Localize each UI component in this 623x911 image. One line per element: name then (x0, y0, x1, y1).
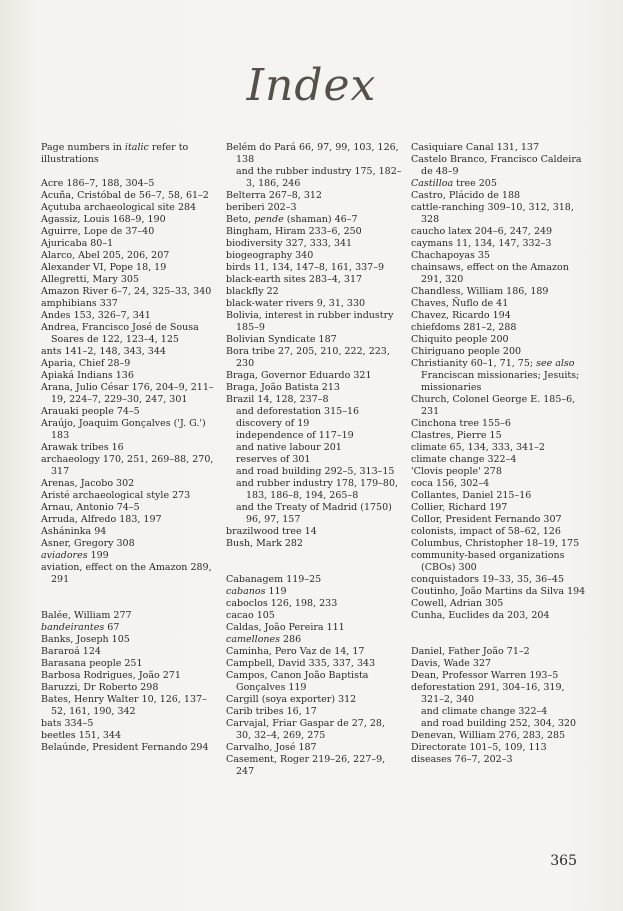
entry-text: diseases 76–7, 202–3 (411, 754, 513, 765)
index-entry (226, 238, 402, 250)
index-entry (226, 310, 402, 334)
index-entry (411, 454, 587, 466)
entry-text: climate change 322–4 (411, 454, 517, 465)
index-entry (41, 658, 217, 670)
entry-text: chiefdoms 281–2, 288 (411, 322, 517, 333)
index-entry (226, 190, 402, 202)
entry-text: Clastres, Pierre 15 (411, 430, 502, 441)
index-entry (411, 538, 587, 550)
entry-gap (41, 586, 217, 610)
index-entry (41, 730, 217, 742)
index-entry (41, 502, 217, 514)
index-entry (411, 322, 587, 334)
index-entry (41, 382, 217, 406)
entry-text: birds 11, 134, 147–8, 161, 337–9 (226, 262, 385, 273)
entry-text: Braga, João Batista 213 (226, 382, 340, 393)
entry-text: climate 65, 134, 333, 341–2 (411, 442, 545, 453)
entry-text-after: Franciscan missionaries; Jesuits; missionaries (421, 370, 580, 393)
index-entry (41, 190, 217, 202)
index-entry (226, 694, 402, 706)
entry-text: Banks, Joseph 105 (41, 634, 130, 645)
entry-text: Carvalho, José 187 (226, 742, 317, 753)
index-entry (41, 694, 217, 718)
index-entry (411, 742, 587, 754)
entry-text: beriberi 202–3 (226, 202, 297, 213)
entry-text: Arauaki people 74–5 (41, 406, 140, 417)
entry-text: and the rubber industry 175, 182–3, 186, 246 (236, 166, 402, 189)
entry-text: discovery of 19 (236, 418, 310, 429)
entry-gap (411, 622, 587, 646)
index-entry (411, 598, 587, 610)
entry-text: Page numbers in (41, 142, 125, 153)
entry-text: Belterra 267–8, 312 (226, 190, 322, 201)
entry-text: Açutuba archaeological site 284 (41, 202, 197, 213)
entry-text: beetles 151, 344 (41, 730, 122, 741)
index-entry (411, 394, 587, 418)
index-entry (226, 274, 402, 286)
entry-text: Chachapoyas 35 (411, 250, 490, 261)
index-entry (411, 430, 587, 442)
entry-text-after: refer to illustrations (41, 142, 189, 165)
entry-text: Alexander VI, Pope 18, 19 (41, 262, 167, 273)
entry-text: and climate change 322–4 (421, 706, 548, 717)
entry-text: and road building 292–5, 313–15 (236, 466, 395, 477)
entry-text: Chandless, William 186, 189 (411, 286, 549, 297)
entry-italic-text: Castilloa (411, 178, 454, 189)
index-entry (226, 202, 402, 214)
entry-text: colonists, impact of 58–62, 126 (411, 526, 561, 537)
entry-text: Directorate 101–5, 109, 113 (411, 742, 547, 753)
index-entry (411, 190, 587, 202)
index-subentry (226, 418, 402, 430)
entry-text: Cinchona tree 155–6 (411, 418, 511, 429)
entry-gap (41, 166, 217, 178)
entry-text: reserves of 301 (236, 454, 311, 465)
entry-text: caboclos 126, 198, 233 (226, 598, 338, 609)
entry-text: amphibians 337 (41, 298, 118, 309)
entry-text: Balée, William 277 (41, 610, 132, 621)
index-subentry (226, 454, 402, 466)
entry-text: Cabanagem 119–25 (226, 574, 322, 585)
entry-text: and the Treaty of Madrid (1750) 96, 97, 157 (236, 502, 392, 525)
entry-italic-text: pende (254, 214, 284, 225)
entry-text: Collier, Richard 197 (411, 502, 508, 513)
index-subentry (226, 502, 402, 526)
index-entry (41, 370, 217, 382)
index-entry (411, 514, 587, 526)
entry-text: blackfly 22 (226, 286, 279, 297)
index-entry (41, 478, 217, 490)
entry-text: Aristé archaeological style 273 (41, 490, 191, 501)
entry-text: Columbus, Christopher 18–19, 175 (411, 538, 580, 549)
index-entry (411, 526, 587, 538)
index-subentry (226, 478, 402, 502)
index-entry (41, 214, 217, 226)
index-entry (226, 586, 402, 598)
entry-text: archaeology 170, 251, 269–88, 270, 317 (41, 454, 214, 477)
entry-text: Coutinho, João Martins da Silva 194 (411, 586, 586, 597)
entry-text-after: (shaman) 46–7 (283, 214, 358, 225)
entry-text: Beto, (226, 214, 255, 225)
entry-text-after: 67 (104, 622, 120, 633)
index-column-1 (41, 142, 217, 754)
entry-text: Bingham, Hiram 233–6, 250 (226, 226, 362, 237)
index-entry (41, 202, 217, 214)
index-entry (411, 202, 587, 226)
entry-text: Caldas, João Pereira 111 (226, 622, 345, 633)
entry-text: deforestation 291, 304–16, 319, 321–2, 340 (411, 682, 565, 705)
index-entry (226, 526, 402, 538)
entry-text: Chaves, Ñuflo de 41 (411, 298, 509, 309)
index-entry (41, 310, 217, 322)
index-entry (411, 490, 587, 502)
index-subentry (226, 430, 402, 442)
index-entry (41, 526, 217, 538)
index-entry (411, 586, 587, 598)
entry-text: coca 156, 302–4 (411, 478, 490, 489)
entry-text-after: 119 (265, 586, 287, 597)
index-column-3 (411, 142, 587, 766)
index-entry (226, 298, 402, 310)
index-entry (41, 454, 217, 478)
index-entry (41, 358, 217, 370)
index-entry (411, 730, 587, 742)
entry-text: Braga, Governor Eduardo 321 (226, 370, 372, 381)
index-entry (226, 538, 402, 550)
index-entry (411, 550, 587, 574)
index-entry (41, 742, 217, 754)
index-entry (41, 550, 217, 562)
index-entry (226, 370, 402, 382)
entry-text: Davis, Wade 327 (411, 658, 492, 669)
entry-text: Carvajal, Friar Gaspar de 27, 28, 30, 32–4, 269, 275 (226, 718, 385, 741)
page-number: 365 (550, 853, 577, 869)
index-column-2 (226, 142, 402, 778)
entry-text: Barasana people 251 (41, 658, 143, 669)
entry-text: aviation, effect on the Amazon 289, 291 (41, 562, 212, 585)
index-entry (41, 346, 217, 358)
entry-italic-text: bandeirantes (41, 622, 105, 633)
index-entry (411, 574, 587, 586)
index-entry (226, 610, 402, 622)
entry-text: Christianity 60–1, 71, 75; (411, 358, 537, 369)
entry-text: Chiriguano people 200 (411, 346, 522, 357)
entry-text: Daniel, Father João 71–2 (411, 646, 530, 657)
entry-text: Bora tribe 27, 205, 210, 222, 223, 230 (226, 346, 390, 369)
index-entry (226, 706, 402, 718)
entry-text: Arruda, Alfredo 183, 197 (41, 514, 162, 525)
entry-text: Araújo, Joaquim Gonçalves ('J. G.') 183 (41, 418, 206, 441)
entry-text: Acre 186–7, 188, 304–5 (41, 178, 155, 189)
entry-text: Ajuricaba 80–1 (41, 238, 114, 249)
entry-text: and deforestation 315–16 (236, 406, 360, 417)
index-entry (41, 178, 217, 190)
index-entry (226, 718, 402, 742)
index-entry (41, 682, 217, 694)
entry-text: Bush, Mark 282 (226, 538, 303, 549)
index-entry (226, 754, 402, 778)
entry-text: ants 141–2, 148, 343, 344 (41, 346, 166, 357)
entry-text: independence of 117–19 (236, 430, 354, 441)
entry-text: Bates, Henry Walter 10, 126, 137–52, 161, 190, 342 (41, 694, 207, 717)
entry-text-after: 286 (280, 634, 302, 645)
entry-text: Apiaká Indians 136 (41, 370, 134, 381)
entry-text: Brazil 14, 128, 237–8 (226, 394, 329, 405)
entry-text: bats 334–5 (41, 718, 94, 729)
index-entry (41, 634, 217, 646)
entry-text: Allegretti, Mary 305 (41, 274, 139, 285)
index-entry (411, 418, 587, 430)
index-entry (226, 226, 402, 238)
entry-text: Chavez, Ricardo 194 (411, 310, 511, 321)
entry-text: Caminha, Pero Vaz de 14, 17 (226, 646, 365, 657)
entry-text: biodiversity 327, 333, 341 (226, 238, 353, 249)
entry-text: Campbell, David 335, 337, 343 (226, 658, 376, 669)
entry-text: and rubber industry 178, 179–80, 183, 186–8, 194, 265–8 (236, 478, 399, 501)
entry-text-after: 199 (87, 550, 109, 561)
index-entry (226, 742, 402, 754)
index-entry (411, 466, 587, 478)
entry-text: community-based organizations (CBOs) 300 (411, 550, 565, 573)
index-entry (41, 490, 217, 502)
index-subentry (226, 442, 402, 454)
entry-text: Andes 153, 326–7, 341 (41, 310, 151, 321)
entry-italic-text: aviadores (41, 550, 88, 561)
index-entry (41, 238, 217, 250)
index-entry (41, 262, 217, 274)
entry-text: Arnau, Antonio 74–5 (41, 502, 140, 513)
entry-text: Barbosa Rodrigues, João 271 (41, 670, 181, 681)
entry-text: and road building 252, 304, 320 (421, 718, 577, 729)
index-entry (411, 226, 587, 238)
index-subentry (226, 466, 402, 478)
index-entry (411, 286, 587, 298)
index-entry (411, 682, 587, 706)
entry-text: cacao 105 (226, 610, 275, 621)
page-title: Index (246, 60, 377, 111)
index-entry (41, 538, 217, 550)
entry-text: and native labour 201 (236, 442, 342, 453)
index-entry (411, 442, 587, 454)
index-entry (411, 238, 587, 250)
index-entry (41, 406, 217, 418)
entry-text: Asháninka 94 (41, 526, 107, 537)
entry-text: Cunha, Euclides da 203, 204 (411, 610, 550, 621)
index-entry (41, 718, 217, 730)
entry-text: Baruzzi, Dr Roberto 298 (41, 682, 159, 693)
index-entry (41, 226, 217, 238)
entry-text: Belém do Pará 66, 97, 99, 103, 126, 138 (226, 142, 399, 165)
index-entry (411, 358, 587, 394)
entry-text: Denevan, William 276, 283, 285 (411, 730, 566, 741)
entry-text: cattle-ranching 309–10, 312, 318, 328 (411, 202, 574, 225)
entry-text: Castro, Plácido de 188 (411, 190, 521, 201)
index-entry (226, 334, 402, 346)
entry-text: Asner, Gregory 308 (41, 538, 135, 549)
entry-text: Church, Colonel George E. 185–6, 231 (411, 394, 576, 417)
entry-text: brazilwood tree 14 (226, 526, 317, 537)
entry-text: Cowell, Adrian 305 (411, 598, 504, 609)
index-entry (411, 658, 587, 670)
index-entry (411, 670, 587, 682)
index-entry (41, 622, 217, 634)
entry-text: black-earth sites 283–4, 317 (226, 274, 363, 285)
index-entry (226, 670, 402, 694)
index-entry (41, 646, 217, 658)
entry-text: Bolivia, interest in rubber industry 185–9 (226, 310, 394, 333)
index-entry (226, 622, 402, 634)
entry-text: Dean, Professor Warren 193–5 (411, 670, 559, 681)
entry-text: Amazon River 6–7, 24, 325–33, 340 (41, 286, 212, 297)
index-entry (226, 286, 402, 298)
index-entry (411, 250, 587, 262)
entry-text: Alarco, Abel 205, 206, 207 (41, 250, 170, 261)
entry-text: biogeography 340 (226, 250, 314, 261)
entry-text: Aparia, Chief 28–9 (41, 358, 131, 369)
index-entry (411, 178, 587, 190)
entry-text: chainsaws, effect on the Amazon 291, 320 (411, 262, 569, 285)
entry-text-after: tree 205 (453, 178, 497, 189)
index-entry (41, 298, 217, 310)
entry-text: caymans 11, 134, 147, 332–3 (411, 238, 552, 249)
index-entry (411, 142, 587, 154)
index-entry (41, 670, 217, 682)
entry-italic-text: see also (536, 358, 575, 369)
entry-text: Collor, President Fernando 307 (411, 514, 562, 525)
index-entry (226, 634, 402, 646)
index-entry (411, 334, 587, 346)
entry-text: caucho latex 204–6, 247, 249 (411, 226, 553, 237)
index-entry (41, 322, 217, 346)
index-entry (226, 250, 402, 262)
index-entry (226, 214, 402, 226)
entry-text: Belaúnde, President Fernando 294 (41, 742, 209, 753)
index-subentry (411, 706, 587, 718)
index-entry (226, 658, 402, 670)
index-entry (41, 514, 217, 526)
index-entry (411, 154, 587, 178)
entry-text: Carib tribes 16, 17 (226, 706, 317, 717)
entry-text: Bararoá 124 (41, 646, 101, 657)
entry-text: black-water rivers 9, 31, 330 (226, 298, 366, 309)
entry-text: Casement, Roger 219–26, 227–9, 247 (226, 754, 386, 777)
index-subentry (411, 718, 587, 730)
index-entry (41, 442, 217, 454)
index-entry (226, 598, 402, 610)
index-entry (411, 346, 587, 358)
entry-text: Cargill (soya exporter) 312 (226, 694, 357, 705)
entry-text: Arawak tribes 16 (41, 442, 124, 453)
entry-text: Acuña, Cristóbal de 56–7, 58, 61–2 (41, 190, 209, 201)
index-entry (411, 646, 587, 658)
index-entry (226, 646, 402, 658)
index-entry (411, 310, 587, 322)
entry-text: Campos, Canon João Baptista Gonçalves 119 (226, 670, 369, 693)
entry-text: Casiquiare Canal 131, 137 (411, 142, 540, 153)
index-entry (41, 286, 217, 298)
entry-text: Agassiz, Louis 168–9, 190 (41, 214, 166, 225)
index-entry (226, 346, 402, 370)
entry-text: conquistadors 19–33, 35, 36–45 (411, 574, 565, 585)
index-entry (41, 274, 217, 286)
entry-italic-text: italic (124, 142, 149, 153)
index-entry (226, 382, 402, 394)
index-entry (41, 610, 217, 622)
index-entry (411, 610, 587, 622)
entry-italic-text: camellones (226, 634, 281, 645)
entry-text: Collantes, Daniel 215–16 (411, 490, 532, 501)
entry-italic-text: cabanos (226, 586, 266, 597)
entry-text: Arenas, Jacobo 302 (41, 478, 135, 489)
entry-text: Chiquito people 200 (411, 334, 509, 345)
index-entry (411, 754, 587, 766)
index-entry (41, 250, 217, 262)
index-entry (411, 262, 587, 286)
entry-text: Andrea, Francisco José de Sousa Soares de 122, 123–4, 125 (41, 322, 199, 345)
index-entry (411, 478, 587, 490)
entry-gap (226, 550, 402, 574)
index-entry (226, 394, 402, 406)
entry-text: 'Clovis people' 278 (411, 466, 502, 477)
index-entry (41, 418, 217, 442)
index-entry (411, 298, 587, 310)
index-subentry (226, 406, 402, 418)
index-entry (226, 142, 402, 166)
index-entry (411, 502, 587, 514)
index-entry (226, 574, 402, 586)
index-entry (41, 562, 217, 586)
entry-text: Castelo Branco, Francisco Caldeira de 48–9 (411, 154, 582, 177)
index-subentry (226, 166, 402, 190)
index-entry (226, 262, 402, 274)
entry-text: Bolivian Syndicate 187 (226, 334, 337, 345)
index-note (41, 142, 217, 166)
entry-text: Arana, Julio César 176, 204–9, 211–19, 224–7, 229–30, 247, 301 (41, 382, 214, 405)
entry-text: Aguirre, Lope de 37–40 (41, 226, 155, 237)
